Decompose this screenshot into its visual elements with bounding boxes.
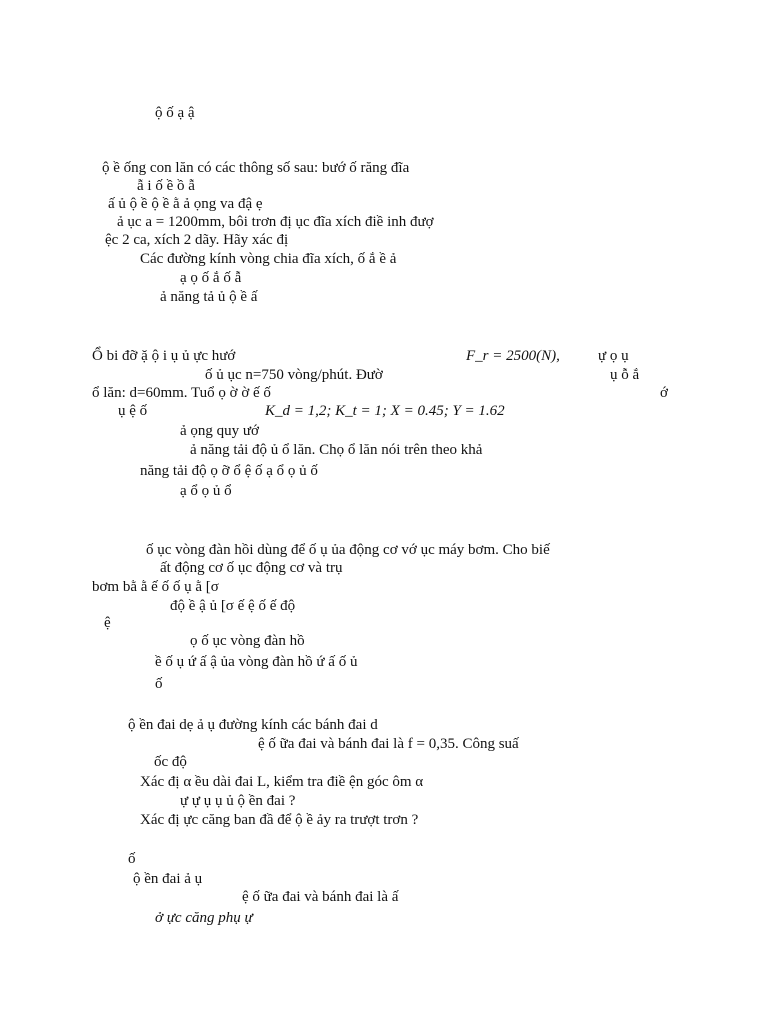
problem-5-line-4: ở ực căng phụ ự (155, 910, 253, 926)
problem-2-line-7: năng tải độ ọ ỡ ổ ệ ố ạ ổ ọ ủ ố (140, 463, 318, 479)
problem-2-radial-force: F_r = 2500(N), (466, 348, 560, 364)
problem-2-line-3-tail: ớ (660, 385, 668, 401)
problem-4-line-3: ốc độ (154, 754, 187, 770)
problem-3-line-1: ố ục vòng đàn hồi dùng để ố ụ ủa động cơ vớ ục máy bơm. Cho biế (146, 542, 550, 558)
problem-1-line-7: ạ ọ ố ắ ố ẫ (180, 270, 242, 286)
problem-5-line-3: ệ ố ữa đai và bánh đai là ấ (242, 889, 399, 905)
problem-3-line-3: bơm bằ ằ ế ố ố ụ ằ [σ (92, 579, 219, 595)
problem-2-line-5: ả ọng quy ướ (180, 423, 259, 439)
problem-2-line-6: ả năng tải độ ủ ổ lăn. Chọ ổ lăn nói trên theo khả (190, 442, 483, 458)
problem-2-line-1: Ổ bi đỡ ặ ộ i ụ ủ ực hướ (92, 348, 236, 364)
problem-4-line-1: ộ ền đai dẹ ả ụ đường kính các bánh đai d (128, 717, 378, 733)
problem-1-line-3: ấ ủ ộ ề ộ ề ằ ả ọng va đậ ẹ (108, 196, 263, 212)
problem-3-line-6: ọ ố ục vòng đàn hồ (190, 633, 305, 649)
problem-2-line-8: ạ ổ ọ ủ ổ (180, 483, 232, 499)
problem-3-line-4: độ ề ậ ủ [σ ế ệ ố ế độ (170, 598, 296, 614)
problem-1-line-5: ệc 2 ca, xích 2 dãy. Hãy xác đị (105, 232, 289, 248)
problem-4-line-5: ự ự ụ ụ ủ ộ ền đai ? (180, 793, 296, 809)
problem-3-line-8: ố (155, 676, 163, 692)
problem-2-line-1-tail: ự ọ ụ (598, 348, 629, 364)
problem-4-line-2: ệ ố ữa đai và bánh đai là f = 0,35. Công suấ (258, 736, 519, 752)
page-title: ộ ố ạ ậ (155, 105, 195, 121)
problem-2-line-2: ố ủ ục n=750 vòng/phút. Đườ (205, 367, 383, 383)
problem-4-line-6: Xác đị ực căng ban đầ để ộ ề ảy ra trượt trơn ? (140, 812, 419, 828)
problem-1-line-1: ộ ề ống con lăn có các thông số sau: bướ ố răng đĩa (102, 160, 410, 176)
problem-2-factors: K_d = 1,2; K_t = 1; X = 0.45; Y = 1.62 (265, 403, 505, 419)
problem-3-line-5: ệ (104, 615, 111, 631)
problem-5-line-2: ộ ền đai ả ụ (133, 871, 203, 887)
problem-3-line-2: ất động cơ ố ục động cơ và trụ (160, 560, 343, 576)
problem-5-line-1: ố (128, 851, 136, 867)
problem-2-line-2-tail: ụ ỗ ắ (610, 367, 640, 383)
problem-2-line-4: ụ ệ ố (118, 403, 148, 419)
problem-2-line-3: ổ lăn: d=60mm. Tuổ ọ ờ ờ ế ố (92, 385, 271, 401)
problem-1-line-6: Các đường kính vòng chia đĩa xích, ố ắ ề ả (140, 251, 397, 267)
problem-1-line-4: ả ục a = 1200mm, bôi trơn đị ục đĩa xích điề inh đượ (117, 214, 434, 230)
problem-1-line-2: ẫ i ố ề ồ ẫ (137, 178, 195, 194)
problem-4-line-4: Xác đị α ều dài đai L, kiểm tra điề ện góc ôm α (140, 774, 424, 790)
problem-3-line-7: ề ố ụ ứ ấ ậ ủa vòng đàn hồ ứ ấ ố ủ (155, 654, 358, 670)
problem-1-line-8: ả năng tả ủ ộ ề ấ (160, 289, 258, 305)
